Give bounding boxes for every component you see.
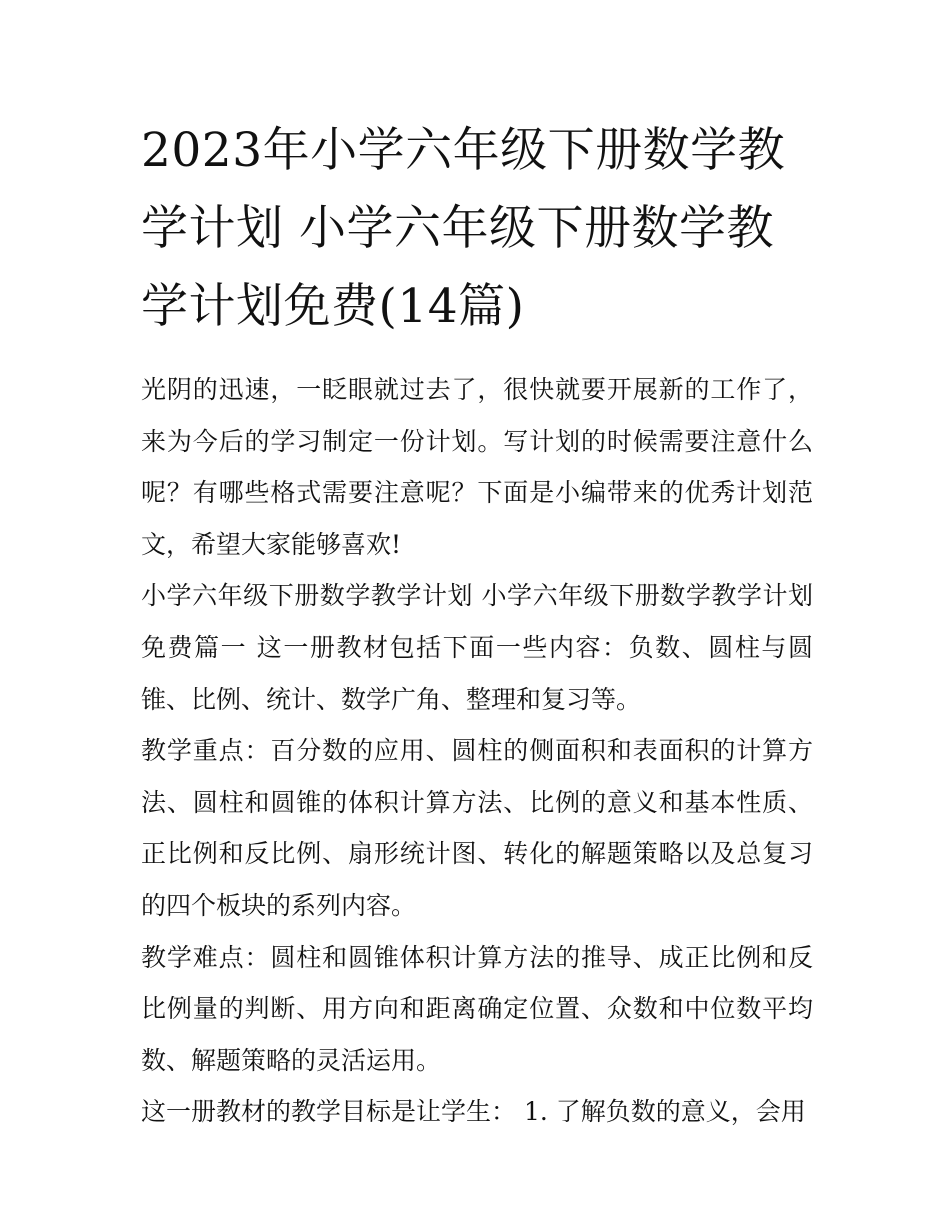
document-page xyxy=(141,112,813,1138)
teaching-difficulty-paragraph: 教学难点：圆柱和圆锥体积计算方法的推导、成正比例和反比例量的判断、用方向和距离确定位置、众数和中位数平均数、解题策略的灵活运用。 xyxy=(141,942,813,1075)
teaching-goals-paragraph: 这一册教材的教学目标是让学生： 1. 了解负数的意义，会用 xyxy=(141,1097,806,1127)
content-paragraph: 小学六年级下册数学教学计划 小学六年级下册数学教学计划免费篇一 这一册教材包括下面一些内容：负数、圆柱与圆锥、比例、统计、数学广角、整理和复习等。 xyxy=(141,581,813,714)
document-title: 2023年小学六年级下册数学教学计划 小学六年级下册数学教学计划免费(14篇) xyxy=(141,123,786,334)
teaching-focus-paragraph: 教学重点：百分数的应用、圆柱的侧面积和表面积的计算方法、圆柱和圆锥的体积计算方法、比例的意义和基本性质、正比例和反比例、扇形统计图、转化的解题策略以及总复习的四个板块的系列内容。 xyxy=(141,736,813,920)
intro-paragraph: 光阴的迅速，一眨眼就过去了，很快就要开展新的工作了，来为今后的学习制定一份计划。写计划的时候需要注意什么呢？有哪些格式需要注意呢？下面是小编带来的优秀计划范文，希望大家能够喜欢! xyxy=(141,375,813,559)
